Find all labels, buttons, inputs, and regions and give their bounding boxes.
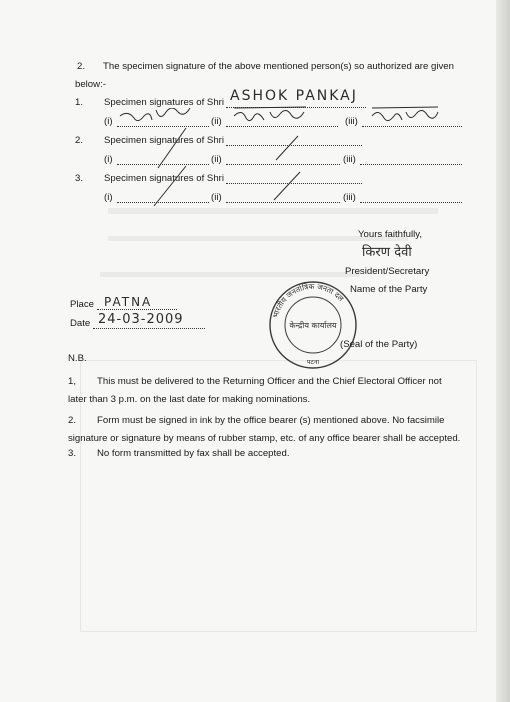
name-of-party: Name of the Party — [350, 284, 428, 295]
place-value: PATNA — [104, 295, 153, 309]
nb-item-number: 3. — [68, 448, 77, 459]
place-label: Place — [70, 299, 94, 310]
nb-item-number: 1, — [68, 376, 77, 387]
para-text: The specimen signature of the above mentioned person(s) so authorized are given — [103, 61, 454, 72]
sig-slot-ii-label: (ii) — [211, 192, 222, 203]
sig-slot-iii-label: (iii) — [345, 116, 358, 127]
specimen-label: Specimen signatures of Shri — [104, 173, 224, 184]
sig-slot-i-label: (i) — [104, 192, 113, 203]
sig-slot-iii-label: (iii) — [343, 154, 356, 165]
seal-caption: (Seal of the Party) — [340, 339, 418, 350]
specimen-name: ASHOK PANKAJ — [230, 88, 358, 104]
nb-item-text-cont: later than 3 p.m. on the last date for making nominations. — [68, 394, 311, 405]
date-value: 24-03-2009 — [98, 312, 184, 327]
nb-item-text: No form transmitted by fax shall be accepted. — [97, 448, 290, 459]
place-line — [97, 309, 177, 310]
specimen-number: 1. — [75, 97, 84, 108]
nb-item-text: Form must be signed in ink by the office bearer (s) mentioned above. No facsimile — [97, 415, 445, 426]
nb-title: N.B. — [68, 353, 87, 364]
sig-slot-iii-label: (iii) — [343, 192, 356, 203]
date-line — [93, 328, 205, 329]
seal-bottom-text: पटना — [306, 358, 320, 366]
para-number: 2. — [77, 61, 86, 72]
specimen-label: Specimen signatures of Shri — [104, 97, 224, 108]
sig-slot-ii-label: (ii) — [211, 116, 222, 127]
party-seal-stamp — [260, 280, 366, 370]
seal-ring-text: भारतीय जनतांत्रिक जनता दल — [270, 281, 346, 319]
specimen-label: Specimen signatures of Shri — [104, 135, 224, 146]
specimen-number: 2. — [75, 135, 84, 146]
nb-item-text: This must be delivered to the Returning Officer and the Chief Electoral Officer not — [97, 376, 442, 387]
para-text-cont: below:- — [75, 79, 106, 90]
sig-slot-ii-label: (ii) — [211, 154, 222, 165]
specimen-number: 3. — [75, 173, 84, 184]
seal-center-text: केन्द्रीय कार्यालय — [289, 321, 337, 330]
sig-slot-i-label: (i) — [104, 116, 113, 127]
yours-faithfully: Yours faithfully, — [358, 229, 422, 240]
nb-item-text-cont: signature or signature by means of rubber stamp, etc. of any office bearer shall be accepted. — [68, 433, 461, 444]
handwritten-signature: किरण देवी — [362, 245, 412, 260]
president-secretary: President/Secretary — [345, 266, 430, 277]
sig-slot-i-label: (i) — [104, 154, 113, 165]
nb-item-number: 2. — [68, 415, 77, 426]
date-label: Date — [70, 318, 91, 329]
